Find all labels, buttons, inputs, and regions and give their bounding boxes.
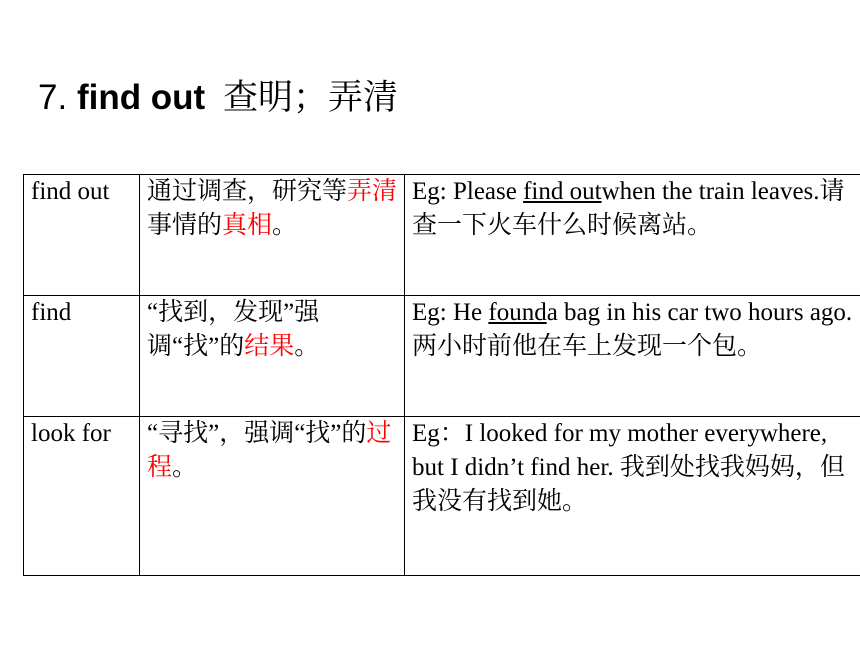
- explanation-text: 。: [172, 454, 198, 481]
- example-text: a bag in his car two hours ago.两小时前他在车上发现一个包。: [412, 299, 853, 360]
- term-look-for: look for: [31, 420, 111, 447]
- example-cell: [405, 417, 860, 576]
- explanation-text: 。: [272, 212, 298, 239]
- explanation-text: 事情的: [147, 212, 223, 239]
- explanation-text: 。: [294, 333, 320, 360]
- term-cell: [24, 417, 140, 576]
- title-meaning: 查明；弄清: [222, 78, 398, 118]
- term-cell: [24, 175, 140, 296]
- example-text: Eg: Please: [412, 178, 524, 205]
- example-text: Eg: He: [412, 299, 489, 326]
- example-text: when the train leaves.请查一下火车什么时候离站。: [412, 178, 845, 239]
- term-cell: [24, 296, 140, 417]
- example-cell: [405, 296, 860, 417]
- explanation-text: “寻找”，强调“找”的: [147, 420, 367, 447]
- title-phrase: find out: [76, 78, 206, 117]
- term-find: find: [31, 299, 72, 326]
- explanation-text: 通过调查，研究等: [147, 178, 348, 205]
- underlined-phrase: find out: [523, 178, 602, 205]
- table-row: [24, 417, 860, 576]
- example-text: Eg：I looked for my mother everywhere, but I didn’t find her. 我到处找我妈妈，但我没有找到她。: [412, 420, 845, 515]
- term-find-out: find out: [31, 178, 110, 205]
- explanation-cell: [140, 175, 405, 296]
- example-cell: [405, 175, 860, 296]
- highlight-text: 弄清: [347, 178, 398, 205]
- highlight-text: 结果: [244, 333, 295, 360]
- slide-title: [38, 70, 398, 120]
- highlight-text: 真相: [222, 212, 273, 239]
- highlight-text: 过程: [147, 420, 392, 481]
- table-row: [24, 175, 860, 296]
- explanation-cell: [140, 417, 405, 576]
- explanation-cell: [140, 296, 405, 417]
- explanation-text: “找到，发现”强调“找”的: [147, 299, 320, 360]
- title-number: 7.: [38, 78, 68, 117]
- underlined-phrase: found: [488, 299, 547, 326]
- table-row: [24, 296, 860, 417]
- vocabulary-table: [23, 174, 860, 576]
